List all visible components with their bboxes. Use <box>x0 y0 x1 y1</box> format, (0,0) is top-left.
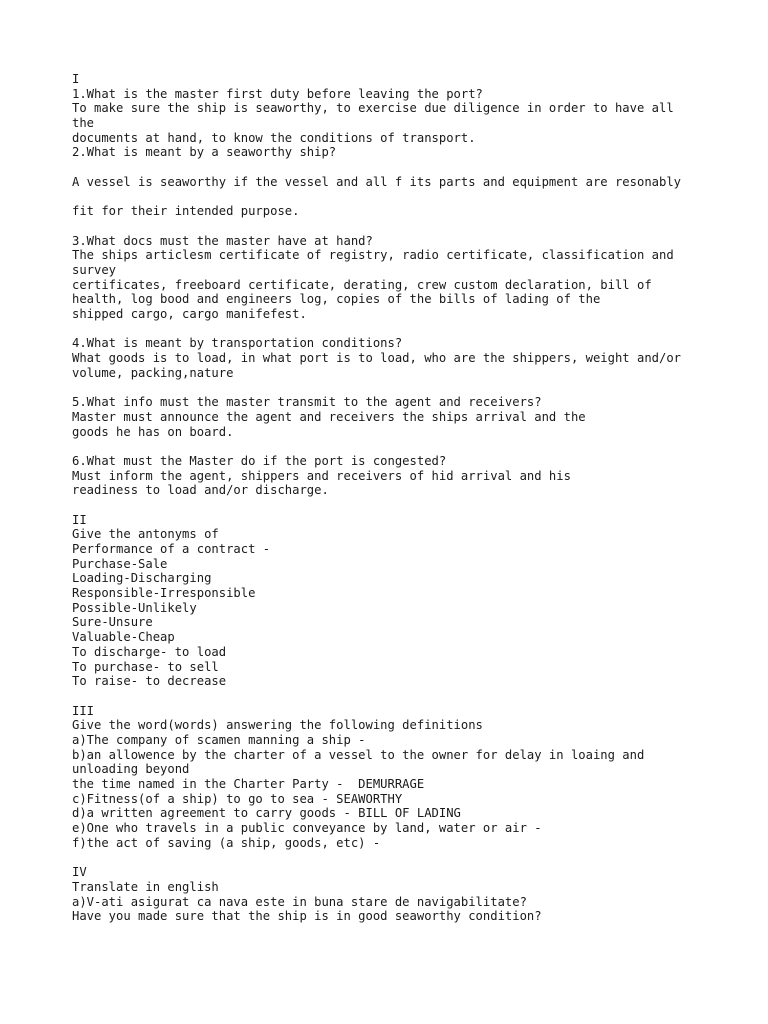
text-line: shipped cargo, cargo manifefest. <box>72 307 307 322</box>
blank-line <box>72 380 752 395</box>
text-line: b)an allowence by the charter of a vessel to the owner for delay in loaing and <box>72 747 645 762</box>
text-line: survey <box>72 262 117 277</box>
text-line: Give the word(words) answering the following definitions <box>72 718 483 733</box>
text-line: Valuable-Cheap <box>72 630 175 645</box>
text-line: unloading beyond <box>72 762 190 777</box>
text-line: Possible-Unlikely <box>72 600 197 615</box>
text-line: d)a written agreement to carry goods - BILL OF LADING <box>72 806 461 821</box>
text-line: 4.What is meant by transportation conditions? <box>72 336 403 351</box>
text-line: f)the act of saving (a ship, goods, etc) - <box>72 835 381 850</box>
text-line: fit for their intended purpose. <box>72 204 300 219</box>
text-line: 5.What info must the master transmit to the agent and receivers? <box>72 395 542 410</box>
text-line: goods he has on board. <box>72 424 234 439</box>
text-line: 3.What docs must the master have at hand? <box>72 233 373 248</box>
text-line: 6.What must the Master do if the port is congested? <box>72 453 447 468</box>
text-line: e)One who travels in a public conveyance by land, water or air - <box>72 821 542 836</box>
blank-line <box>72 160 752 175</box>
text-line: I <box>72 72 80 86</box>
text-line: health, log bood and engineers log, copies of the bills of lading of the <box>72 292 601 307</box>
text-line: certificates, freeboard certificate, derating, crew custom declaration, bill of <box>72 277 652 292</box>
blank-line <box>72 219 752 234</box>
text-line: 1.What is the master first duty before leaving the port? <box>72 86 483 101</box>
text-line: readiness to load and/or discharge. <box>72 483 329 498</box>
text-line: Master must announce the agent and receivers the ships arrival and the <box>72 409 586 424</box>
text-line: a)V-ati asigurat ca nava este in buna stare de navigabilitate? <box>72 894 527 909</box>
blank-line <box>72 850 752 865</box>
text-line: The ships articlesm certificate of registry, radio certificate, classification and <box>72 248 674 263</box>
blank-line <box>72 439 752 454</box>
text-line: a)The company of scamen manning a ship - <box>72 732 366 747</box>
text-line: documents at hand, to know the conditions of transport. <box>72 130 476 145</box>
blank-line <box>72 689 752 704</box>
text-line: II <box>72 512 87 527</box>
text-line: What goods is to load, in what port is to load, who are the shippers, weight and/or <box>72 351 682 366</box>
blank-line <box>72 498 752 513</box>
text-line: IV <box>72 865 87 880</box>
document-body <box>72 72 752 924</box>
text-line: Must inform the agent, shippers and receivers of hid arrival and his <box>72 468 571 483</box>
text-line: the <box>72 116 95 131</box>
text-line: To make sure the ship is seaworthy, to exercise due diligence in order to have all <box>72 101 674 116</box>
text-line: To discharge- to load <box>72 644 227 659</box>
text-line: c)Fitness(of a ship) to go to sea - SEAWORTHY <box>72 791 403 806</box>
text-line: Performance of a contract - <box>72 542 271 557</box>
text-line: To purchase- to sell <box>72 659 219 674</box>
text-line: To raise- to decrease <box>72 674 227 689</box>
text-line: 2.What is meant by a seaworthy ship? <box>72 145 337 160</box>
text-line: Give the antonyms of <box>72 527 219 542</box>
text-line: the time named in the Charter Party - DEMURRAGE <box>72 777 425 792</box>
blank-line <box>72 322 752 337</box>
text-line: Loading-Discharging <box>72 571 212 586</box>
text-line: III <box>72 703 95 718</box>
text-line: Translate in english <box>72 879 219 894</box>
text-line: volume, packing,nature <box>72 365 234 380</box>
text-line: Sure-Unsure <box>72 615 153 630</box>
text-line: Responsible-Irresponsible <box>72 586 256 601</box>
text-line: Purchase-Sale <box>72 556 168 571</box>
text-line: A vessel is seaworthy if the vessel and all f its parts and equipment are resonably <box>72 174 682 189</box>
text-line: Have you made sure that the ship is in good seaworthy condition? <box>72 909 542 924</box>
